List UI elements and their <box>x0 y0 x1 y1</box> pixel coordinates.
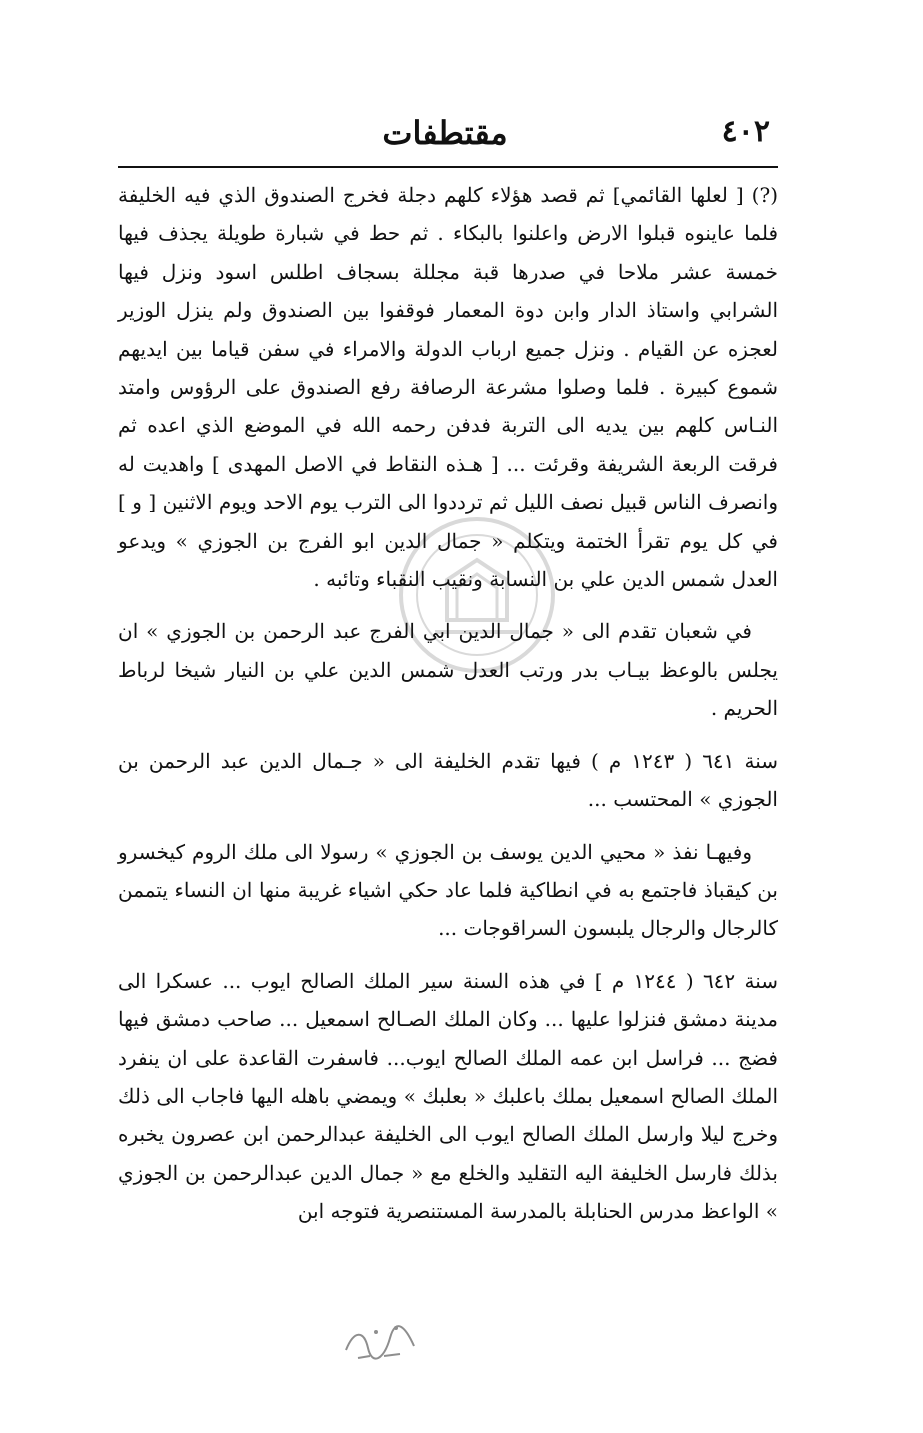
page-number: ٤٠٢ <box>721 114 770 149</box>
paragraph-2: في شعبان تقدم الى « جمال الدين ابي الفرج عبد الرحمن بن الجوزي » ان يجلس بالوعظ بيـاب بدر ورتب العدل شمس الدين علي بن النيار شيخا لرباط الحريم . <box>118 619 778 721</box>
paragraph-5: سنة ٦٤٢ ( ١٢٤٤ م ] في هذه السنة سير الملك الصالح ايوب ... عسكرا الى مدينة دمشق فنزلوا عليها ... وكان الملك الصـالح اسمعيل ... صاحب دمشق فيها فضج ... فراسل ابن عمه الملك الصالح ايوب... فاسفرت القاعدة على ان ينفرد الملك الصالح اسمعيل بملك باعلبك « بعلبك » ويمضي باهله اليها فاجاب الى ذلك وخرج ليلا وارسل الملك الصالح ايوب الى الخليفة عبدالرحمن ابن عصرون يخبره بذلك فارسل الخليفة اليه التقليد والخلع مع « جمال الدين عبدالرحمن بن الجوزي » الواعظ مدرس الحنابلة بالمدرسة المستنصرية فتوجه ابن <box>118 968 778 1224</box>
paragraph-3: سنة ٦٤١ ( ١٢٤٣ م ) فيها تقدم الخليفة الى « جـمال الدين عبد الرحمن بن الجوزي » المحتسب ... <box>118 748 778 812</box>
paragraph-1: (?) [ لعلها القائمي] ثم قصد هؤلاء كلهم دجلة فخرج الصندوق الذي فيه الخليفة فلما عاينوه قبلوا الارض واعلنوا بالبكاء . ثم حط في شبارة طويلة يجذف فيها خمسة عشر ملاحا في صدرها قبة مجللة بسجاف اطلس اسود ونزل فيها الشرابي واستاذ الدار وابن دوة المعمار فوقفوا بين الصندوق ولم ينزل الوزير لعجزه عن القيام . ونزل جميع ارباب الدولة والامراء في سفن قياما بين ايديهم شموع كبيرة . فلما وصلوا مشرعة الرصافة رفع الصندوق على الرؤوس وامتد النـاس كلهم بين يديه الى التربة فدفن رحمه الله في الموضع الذي اعده ثم فرقت الربعة الشريفة وقرئت ... [ هـذه النقاط في الاصل المهدى ] واهديت له وانصرف الناس قبيل نصف الليل ثم ترددوا الى الترب يوم الاحد ويوم الاثنين [ و ] في كل يوم تقرأ الختمة ويتكلم « جمال الدين ابو الفرج بن الجوزي » ويدعو العدل شمس الدين علي بن النسابة ونقيب النقباء وتائبه . <box>118 183 778 592</box>
body-text <box>118 176 778 1231</box>
handwritten-ornament <box>340 1320 420 1366</box>
running-title: مقتطفات <box>382 114 508 152</box>
header-rule <box>118 166 778 168</box>
page-header <box>120 110 770 160</box>
paragraph-4: وفيهـا نفذ « محيي الدين يوسف بن الجوزي » رسولا الى ملك الروم كيخسرو بن كيقباذ فاجتمع به في انطاكية فلما عاد حكي اشياء غريبة منها ان النساء يتممن كالرجال والرجال يلبسون السراقوجات ... <box>118 839 778 941</box>
